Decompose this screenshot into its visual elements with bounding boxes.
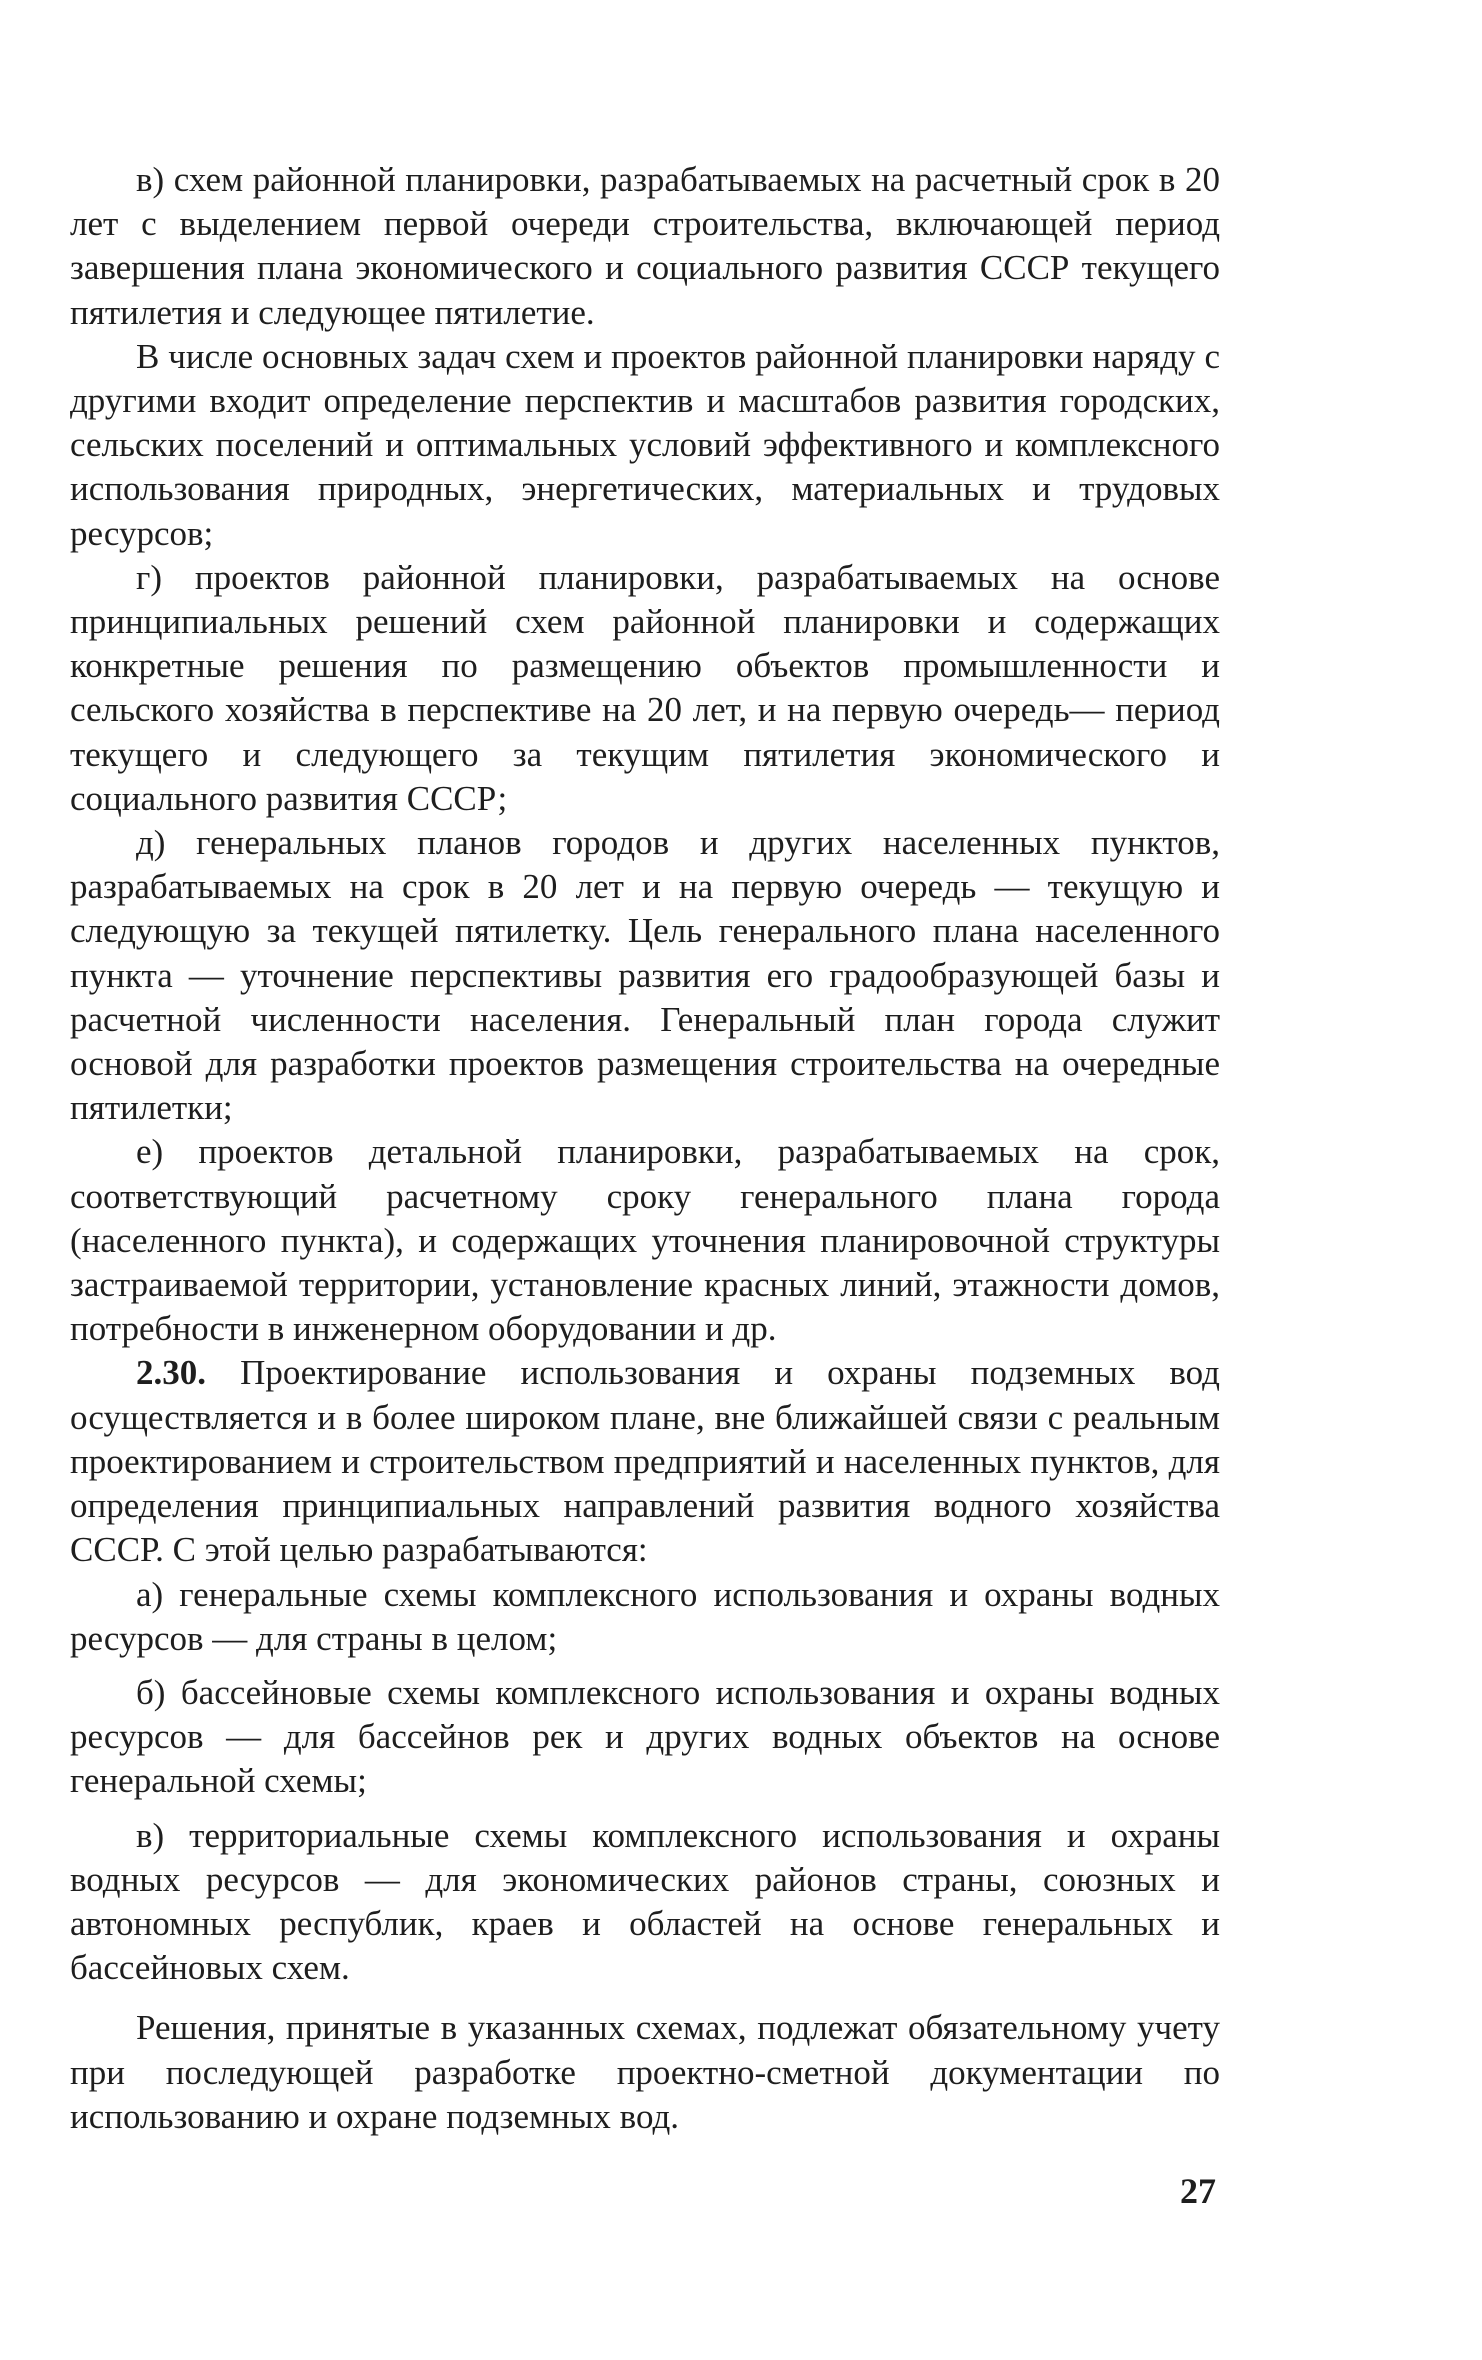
- paragraph-a-general-schemes: а) генеральные схемы комплексного использования и охраны водных ресурсов — для страны в целом;: [70, 1574, 1220, 1658]
- paragraph-district-tasks: В числе основных задач схем и проектов районной планировки наряду с другими входит определение перспектив и масштабов развития городских, сельских поселений и оптимальных условий эффективного и комплексного использования природных, энергетических, материальных и трудовых ресурсов;: [70, 336, 1220, 553]
- section-number: 2.30.: [136, 1353, 206, 1393]
- paragraph-section-2-30: [70, 1351, 1220, 1572]
- paragraph-g-district-projects: г) проектов районной планировки, разрабатываемых на основе принципиальных решений схем районной планировки и содержащих конкретные решения по размещению объектов промышленности и сельского хозяйства в перспективе на 20 лет, и на первую очередь— период текущего и следующего за текущим пятилетия экономического и социального развития СССР;: [70, 557, 1220, 818]
- page-number: 27: [1180, 2171, 1216, 2211]
- paragraph-decisions: Решения, принятые в указанных схемах, подлежат обязательному учету при последующей разработке проектно-сметной документации по использованию и охране подземных вод.: [70, 2008, 1220, 2136]
- paragraph-v-district-schemes: в) схем районной планировки, разрабатываемых на расчетный срок в 20 лет с выделением первой очереди строительства, включающей период завершения плана экономического и социального развития СССР текущего пятилетия и следующее пятилетие.: [70, 160, 1220, 332]
- document-page: [70, 158, 1220, 2139]
- section-text: Проектирование использования и охраны подземных вод осуществляется и в более широком плане, вне ближайшей связи с реальным проектированием и строительством предприятий и населенных пунктов, для определения принципиальных направлений развития водного хозяйства СССР. С этой целью разрабатываются:: [70, 1353, 1220, 1570]
- paragraph-d-general-plans: д) генеральных планов городов и других населенных пунктов, разрабатываемых на срок в 20 лет и на первую очередь — текущую и следующую за текущей пятилетку. Цель генерального плана населенного пункта — уточнение перспективы развития его градообразующей базы и расчетной численности населения. Генеральный план города служит основой для разработки проектов размещения строительства на очередные пятилетки;: [70, 823, 1220, 1128]
- paragraph-e-detailed-planning: е) проектов детальной планировки, разрабатываемых на срок, соответствующий расчетному сроку генерального плана города (населенного пункта), и содержащих уточнения планировочной структуры застраиваемой территории, установление красных линий, этажности домов, потребности в инженерном оборудовании и др.: [70, 1132, 1220, 1349]
- paragraph-v-territorial-schemes: в) территориальные схемы комплексного использования и охраны водных ресурсов — для экономических районов страны, союзных и автономных республик, краев и областей на основе генеральных и бассейновых схем.: [70, 1815, 1220, 1988]
- paragraph-b-basin-schemes: б) бассейновые схемы комплексного использования и охраны водных ресурсов — для бассейнов рек и других водных объектов на основе генеральной схемы;: [70, 1672, 1220, 1801]
